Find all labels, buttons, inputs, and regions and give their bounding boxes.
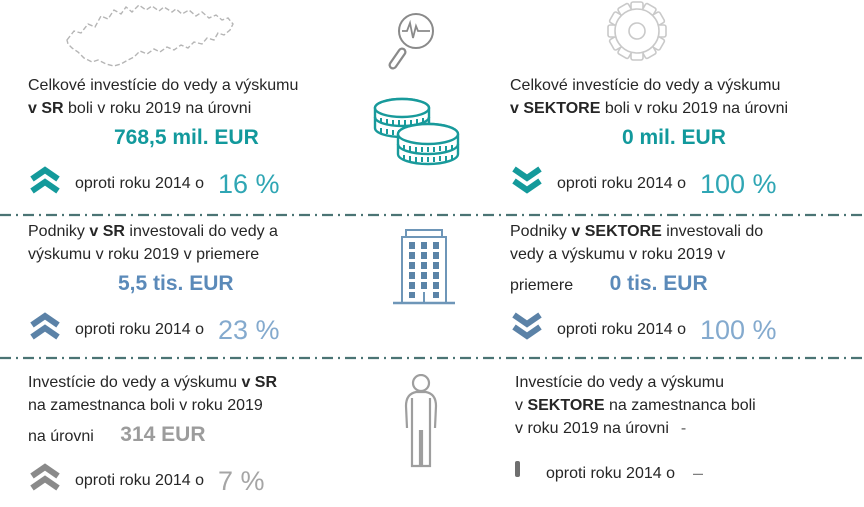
stat-value-line bbox=[28, 271, 348, 301]
stat-text bbox=[28, 97, 348, 120]
stat-text-line: v bbox=[515, 397, 528, 414]
percent-value: 16 % bbox=[217, 168, 280, 199]
building-icon bbox=[392, 228, 456, 315]
compare-label: oproti roku 2014 o bbox=[75, 472, 204, 489]
compare-label: oproti roku 2014 o bbox=[546, 465, 675, 482]
trend-row bbox=[515, 462, 860, 485]
trend-row bbox=[510, 312, 855, 347]
stat-value: 5,5 tis. EUR bbox=[118, 272, 234, 295]
stat-value-line bbox=[510, 125, 855, 155]
no-value-dash: - bbox=[680, 420, 687, 437]
stat-text-line: boli v roku 2019 na úrovni bbox=[600, 100, 789, 117]
stat-text-line: výskumu v roku 2019 v priemere bbox=[28, 246, 260, 263]
person-icon bbox=[398, 374, 444, 477]
stat-text bbox=[515, 394, 860, 417]
stat-text bbox=[515, 371, 860, 394]
stat-text bbox=[28, 394, 348, 417]
magnifier-chart-icon bbox=[386, 8, 444, 75]
no-change-bar-icon bbox=[515, 461, 520, 477]
chevron-down-icon bbox=[510, 312, 544, 347]
stat-text bbox=[510, 220, 855, 243]
stat-text-line: Investície do vedy a výskumu bbox=[28, 374, 242, 391]
stat-value: 0 mil. EUR bbox=[622, 126, 726, 149]
stat-text-line: Celkové investície do vedy a výskumu bbox=[510, 77, 781, 94]
stat-text-line: na zamestnanca boli v roku 2019 bbox=[28, 397, 263, 414]
stat-value: 314 EUR bbox=[120, 423, 206, 446]
divider-line bbox=[0, 204, 864, 208]
stat-text-line: Podniky bbox=[510, 223, 572, 240]
trend-row bbox=[28, 463, 348, 498]
stat-text-bold: v SR bbox=[28, 100, 64, 117]
stat-text-line: na úrovni bbox=[28, 428, 94, 445]
stat-value: 0 tis. EUR bbox=[609, 272, 708, 295]
stat-text bbox=[28, 220, 348, 243]
slovakia-map-icon bbox=[64, 2, 236, 77]
stat-text bbox=[515, 417, 860, 440]
chevron-up-icon bbox=[28, 166, 62, 201]
percent-value: – bbox=[692, 463, 703, 483]
stat-card-sr-podniky bbox=[28, 220, 348, 347]
stat-text bbox=[28, 243, 348, 266]
stat-value-line bbox=[510, 271, 855, 301]
stat-card-sr-zamestnanec bbox=[28, 371, 348, 498]
stat-text-line: v roku 2019 na úrovni bbox=[515, 420, 669, 437]
stat-text-bold: v SEKTORE bbox=[510, 100, 601, 117]
stat-text-line: boli v roku 2019 na úrovni bbox=[63, 100, 252, 117]
stat-card-sektor-podniky bbox=[510, 220, 855, 347]
compare-label: oproti roku 2014 o bbox=[75, 321, 204, 338]
chevron-up-icon bbox=[28, 463, 62, 498]
stat-text-bold: v SR bbox=[241, 374, 278, 391]
stat-value: 768,5 mil. EUR bbox=[114, 126, 259, 149]
stat-text-bold: v SR bbox=[89, 223, 125, 240]
percent-value: 100 % bbox=[699, 314, 777, 345]
stat-text-line: investovali do bbox=[661, 223, 764, 240]
stat-text bbox=[510, 243, 855, 266]
divider-line bbox=[0, 347, 864, 351]
trend-row bbox=[28, 166, 348, 201]
stat-text bbox=[28, 371, 348, 394]
stat-value-line bbox=[28, 125, 348, 155]
compare-label: oproti roku 2014 o bbox=[557, 321, 686, 338]
trend-row bbox=[510, 166, 855, 201]
stat-text bbox=[510, 74, 855, 97]
percent-value: 100 % bbox=[699, 168, 777, 199]
stat-card-sektor-total bbox=[510, 74, 855, 201]
stat-text-line: na zamestnanca boli bbox=[604, 397, 756, 414]
stat-text bbox=[510, 97, 855, 120]
stat-text-line: Investície do vedy a výskumu bbox=[515, 374, 724, 391]
compare-label: oproti roku 2014 o bbox=[557, 175, 686, 192]
percent-value: 7 % bbox=[217, 465, 265, 496]
compare-label: oproti roku 2014 o bbox=[75, 175, 204, 192]
stat-text bbox=[28, 74, 348, 97]
stat-text-bold: v SEKTORE bbox=[571, 223, 662, 240]
stat-text-bold: SEKTORE bbox=[527, 397, 605, 414]
stat-text-line: Celkové investície do vedy a výskumu bbox=[28, 77, 299, 94]
stat-text-line: priemere bbox=[510, 277, 574, 294]
chevron-down-icon bbox=[510, 166, 544, 201]
stat-card-sr-total bbox=[28, 74, 348, 201]
stat-text-line: vedy a výskumu v roku 2019 v bbox=[510, 246, 726, 263]
percent-value: 23 % bbox=[217, 314, 280, 345]
stat-text-line: Podniky bbox=[28, 223, 90, 240]
trend-row bbox=[28, 312, 348, 347]
stat-card-sektor-zamestnanec bbox=[515, 371, 860, 485]
gear-icon bbox=[606, 0, 668, 67]
chevron-up-icon bbox=[28, 312, 62, 347]
stat-text-line: investovali do vedy a bbox=[124, 223, 278, 240]
coins-icon bbox=[370, 96, 462, 173]
stat-value-line bbox=[28, 422, 348, 452]
